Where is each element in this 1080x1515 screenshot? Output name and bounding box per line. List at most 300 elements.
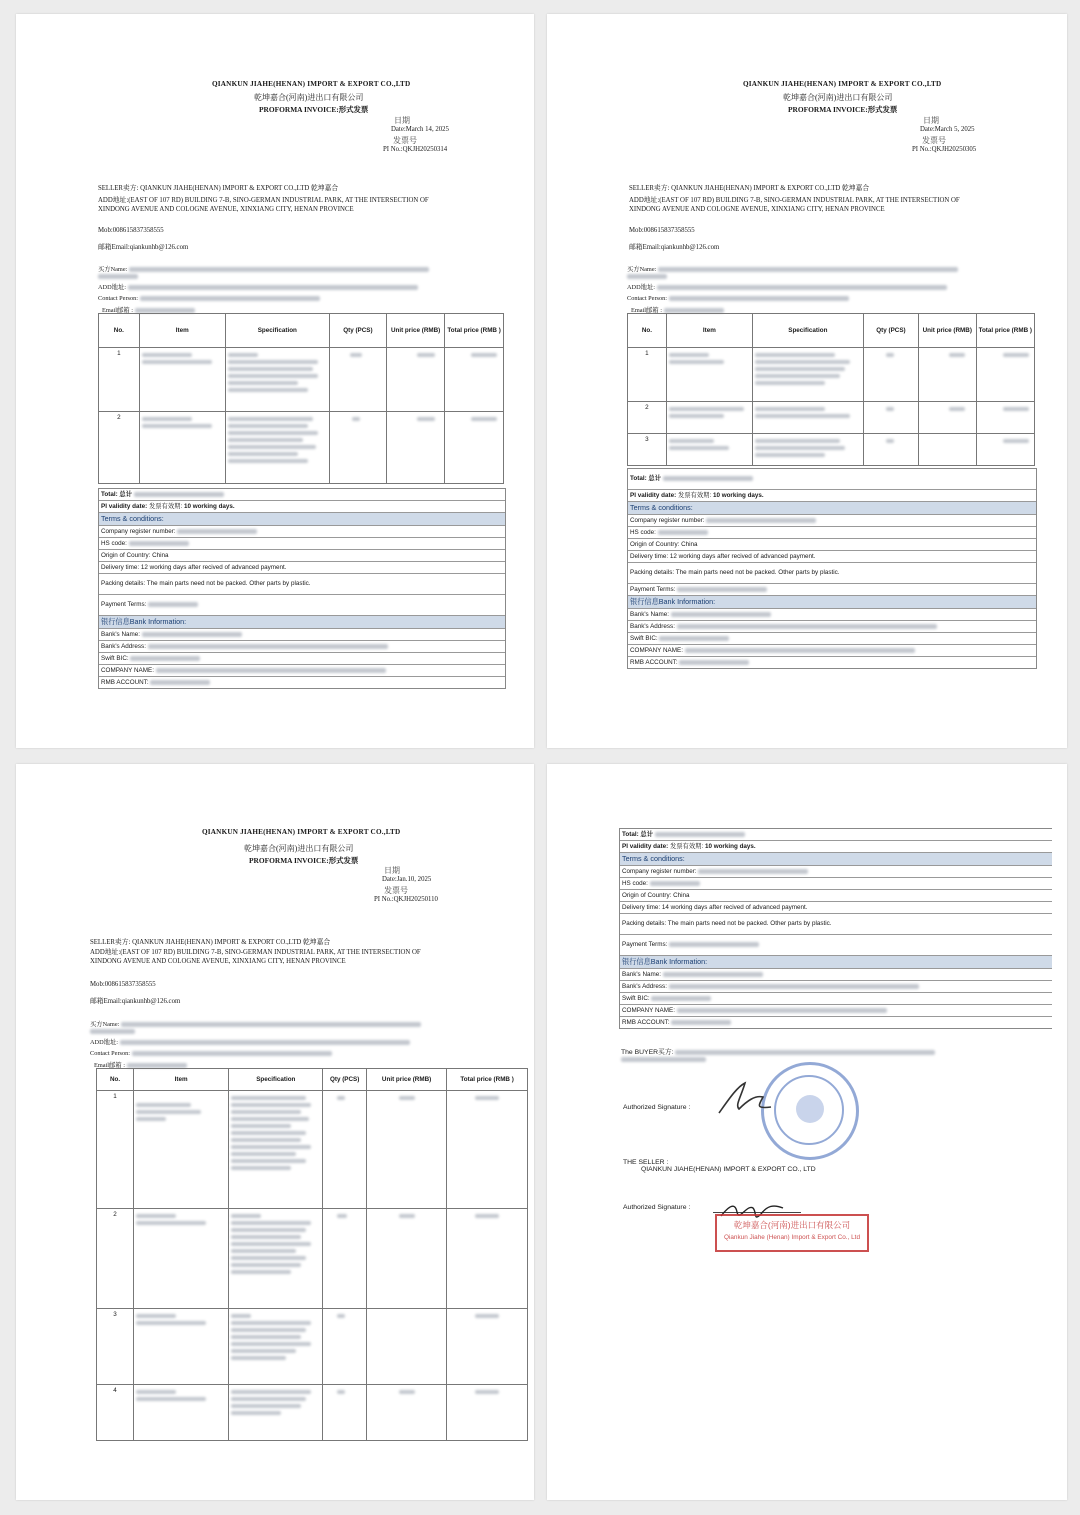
table-row bbox=[97, 1209, 528, 1309]
redacted bbox=[120, 1040, 410, 1045]
delivery-time: Delivery time: 12 working days after recived of advanced payment. bbox=[628, 551, 1036, 563]
redacted bbox=[136, 1103, 191, 1107]
table-row bbox=[97, 1385, 528, 1441]
seller-sign-name: QIANKUN JIAHE(HENAN) IMPORT & EXPORT CO., LTD bbox=[641, 1166, 816, 1173]
redacted bbox=[399, 1214, 415, 1218]
redacted bbox=[140, 296, 320, 301]
buyer-address-row bbox=[627, 282, 947, 291]
redacted bbox=[228, 424, 308, 428]
row-no: 1 bbox=[99, 348, 140, 412]
redacted bbox=[755, 381, 825, 385]
document-title: PROFORMA INVOICE:形式发票 bbox=[259, 105, 369, 114]
redacted bbox=[228, 388, 308, 392]
hs-code-label: HS code: bbox=[622, 880, 648, 887]
redacted bbox=[337, 1096, 345, 1100]
redacted bbox=[231, 1110, 301, 1114]
redacted bbox=[663, 476, 753, 481]
company-name-en: QIANKUN JIAHE(HENAN) IMPORT & EXPORT CO.,LTD bbox=[212, 80, 411, 88]
redacted bbox=[142, 353, 192, 357]
payment-label: Payment Terms: bbox=[630, 586, 676, 593]
redacted bbox=[677, 1008, 887, 1013]
date-cn-label: 日期 bbox=[384, 866, 400, 875]
redacted bbox=[142, 360, 212, 364]
col-no: No. bbox=[97, 1069, 134, 1091]
redacted bbox=[698, 869, 808, 874]
seller-address: ADD地址:(EAST OF 107 RD) BUILDING 7-B, SINO-GERMAN INDUSTRIAL PARK, AT THE INTERSECTION OF XINDONG AVENUE AND COLOGNE AVENUE, XINXIANG CITY, HENAN PROVINCE bbox=[98, 197, 429, 213]
redacted bbox=[228, 431, 318, 435]
redacted bbox=[231, 1096, 306, 1100]
redacted bbox=[755, 453, 825, 457]
table-row bbox=[628, 348, 1035, 402]
invoice-no-cn-label: 发票号 bbox=[922, 136, 946, 145]
table-row bbox=[99, 348, 504, 412]
buyer-label: 买方Name: bbox=[627, 266, 657, 273]
invoice-page-1 bbox=[16, 14, 534, 748]
packing-details: Packing details: The main parts need not be packed. Other parts by plastic. bbox=[99, 574, 505, 595]
company-name-label: COMPANY NAME: bbox=[101, 667, 154, 674]
payment-label: Payment Terms: bbox=[622, 941, 668, 948]
rmb-account-label: RMB ACCOUNT: bbox=[630, 659, 678, 666]
buyer-add-label: ADD地址: bbox=[98, 284, 126, 291]
buyer-add-label: ADD地址: bbox=[627, 284, 655, 291]
redacted bbox=[136, 1221, 206, 1225]
redacted bbox=[231, 1235, 301, 1239]
contact-label: Contact Person: bbox=[90, 1050, 131, 1057]
date-cn-label: 日期 bbox=[923, 116, 939, 125]
redacted bbox=[677, 587, 767, 592]
total-label: Total: 总计 bbox=[630, 475, 662, 482]
col-qty: Qty (PCS) bbox=[323, 1069, 367, 1091]
buyer-address-row bbox=[98, 282, 418, 291]
seller-email: 邮箱Email:qiankunhb@126.com bbox=[629, 244, 720, 251]
redacted bbox=[755, 439, 840, 443]
redacted bbox=[136, 1117, 166, 1121]
bank-header: 银行信息Bank Information: bbox=[99, 616, 505, 629]
redacted bbox=[706, 518, 816, 523]
company-name-cn: 乾坤嘉合(河南)进出口有限公司 bbox=[244, 844, 354, 853]
redacted bbox=[755, 374, 840, 378]
document-title: PROFORMA INVOICE:形式发票 bbox=[249, 856, 359, 865]
invoice-page-4 bbox=[547, 764, 1067, 1500]
row-no: 1 bbox=[97, 1091, 134, 1209]
redacted bbox=[669, 942, 759, 947]
redacted bbox=[886, 439, 894, 443]
redacted bbox=[156, 668, 386, 673]
redacted bbox=[471, 417, 497, 421]
company-name-en: QIANKUN JIAHE(HENAN) IMPORT & EXPORT CO.,LTD bbox=[743, 80, 942, 88]
redacted bbox=[121, 1022, 421, 1027]
redacted bbox=[657, 285, 947, 290]
terms-header: Terms & conditions: bbox=[628, 502, 1036, 515]
redacted bbox=[755, 414, 850, 418]
table-row bbox=[97, 1309, 528, 1385]
col-total: Total price (RMB ) bbox=[976, 314, 1034, 348]
invoice-date: Date:March 14, 2025 bbox=[391, 126, 449, 133]
redacted bbox=[129, 541, 189, 546]
company-name-cn: 乾坤嘉合(河南)进出口有限公司 bbox=[783, 93, 893, 102]
redacted bbox=[679, 660, 749, 665]
redacted bbox=[90, 1029, 135, 1034]
redacted bbox=[669, 984, 919, 989]
redacted bbox=[231, 1256, 306, 1260]
invoice-number: PI No.:QKJH20250110 bbox=[374, 896, 438, 903]
seller-email: 邮箱Email:qiankunhb@126.com bbox=[98, 244, 189, 251]
redacted bbox=[130, 656, 200, 661]
redacted bbox=[671, 612, 771, 617]
row-no: 1 bbox=[628, 348, 667, 402]
redacted bbox=[659, 636, 729, 641]
buyer-sign-row bbox=[621, 1046, 935, 1056]
redacted bbox=[399, 1390, 415, 1394]
col-spec: Specification bbox=[752, 314, 863, 348]
bank-address-label: Bank's Address: bbox=[622, 983, 667, 990]
email-label: Email邮箱 : bbox=[102, 307, 133, 314]
redacted bbox=[886, 353, 894, 357]
redacted bbox=[352, 417, 360, 421]
company-name-cn: 乾坤嘉合(河南)进出口有限公司 bbox=[254, 93, 364, 102]
contact-label: Contact Person: bbox=[627, 295, 668, 302]
redacted bbox=[228, 367, 313, 371]
terms-header: Terms & conditions: bbox=[620, 853, 1052, 866]
terms-block bbox=[627, 468, 1037, 669]
redacted bbox=[128, 285, 418, 290]
col-item: Item bbox=[134, 1069, 229, 1091]
validity-label: PI validity date: bbox=[630, 492, 677, 499]
buyer-seal-icon bbox=[761, 1062, 859, 1160]
redacted bbox=[671, 1020, 731, 1025]
redacted bbox=[136, 1110, 201, 1114]
table-row bbox=[628, 434, 1035, 466]
row-no: 3 bbox=[628, 434, 667, 466]
redacted bbox=[136, 1214, 176, 1218]
redacted bbox=[621, 1057, 706, 1062]
packing-details: Packing details: The main parts need not be packed. Other parts by plastic. bbox=[620, 914, 1052, 935]
redacted bbox=[669, 414, 724, 418]
redacted bbox=[886, 407, 894, 411]
table-row bbox=[99, 412, 504, 484]
redacted bbox=[337, 1390, 345, 1394]
redacted bbox=[231, 1221, 311, 1225]
col-unit: Unit price (RMB) bbox=[386, 314, 444, 348]
delivery-time: Delivery time: 14 working days after recived of advanced payment. bbox=[620, 902, 1052, 914]
buyer-sign-label: The BUYER买方: bbox=[621, 1049, 674, 1056]
redacted bbox=[677, 624, 937, 629]
redacted bbox=[231, 1124, 291, 1128]
redacted bbox=[663, 972, 763, 977]
redacted bbox=[669, 353, 709, 357]
redacted bbox=[132, 1051, 332, 1056]
buyer-label: 买方Name: bbox=[90, 1021, 120, 1028]
origin: Origin of Country: China bbox=[620, 890, 1052, 902]
buyer-authorized-label: Authorized Signature : bbox=[623, 1104, 691, 1111]
redacted bbox=[142, 417, 192, 421]
col-unit: Unit price (RMB) bbox=[366, 1069, 446, 1091]
redacted bbox=[231, 1335, 301, 1339]
redacted bbox=[136, 1390, 176, 1394]
redacted bbox=[658, 530, 708, 535]
invoice-page-2 bbox=[547, 14, 1067, 748]
validity-cn: 发票有效期: bbox=[677, 492, 712, 499]
redacted bbox=[231, 1249, 296, 1253]
redacted bbox=[231, 1159, 306, 1163]
redacted bbox=[136, 1314, 176, 1318]
invoice-number: PI No.:QKJH20250305 bbox=[912, 146, 977, 153]
buyer-name-row bbox=[627, 264, 958, 273]
bank-name-label: Bank's Name: bbox=[622, 971, 661, 978]
validity-label: PI validity date: bbox=[622, 843, 669, 850]
company-reg-label: Company register number: bbox=[101, 528, 176, 535]
redacted bbox=[658, 267, 958, 272]
redacted bbox=[417, 353, 435, 357]
validity-value: 10 working days. bbox=[704, 843, 756, 850]
redacted bbox=[148, 644, 388, 649]
redacted bbox=[231, 1342, 311, 1346]
stamp-cn: 乾坤嘉合(河南)进出口有限公司 bbox=[733, 1220, 851, 1230]
redacted bbox=[655, 832, 745, 837]
items-table bbox=[96, 1068, 528, 1441]
bank-address-label: Bank's Address: bbox=[101, 643, 146, 650]
origin: Origin of Country: China bbox=[628, 539, 1036, 551]
redacted bbox=[675, 1050, 935, 1055]
row-no: 3 bbox=[97, 1309, 134, 1385]
invoice-number: PI No.:QKJH20250314 bbox=[383, 146, 448, 153]
redacted bbox=[148, 602, 198, 607]
swift-label: Swift BIC: bbox=[630, 635, 658, 642]
invoice-no-cn-label: 发票号 bbox=[384, 886, 408, 895]
validity-cn: 发票有效期: bbox=[148, 503, 183, 510]
redacted bbox=[150, 680, 210, 685]
redacted bbox=[231, 1314, 251, 1318]
redacted bbox=[231, 1404, 301, 1408]
bank-name-label: Bank's Name: bbox=[630, 611, 669, 618]
redacted bbox=[669, 360, 724, 364]
redacted bbox=[228, 381, 298, 385]
redacted bbox=[228, 459, 308, 463]
contact-label: Contact Person: bbox=[98, 295, 139, 302]
redacted bbox=[228, 452, 298, 456]
company-name-en: QIANKUN JIAHE(HENAN) IMPORT & EXPORT CO.,LTD bbox=[202, 828, 401, 836]
col-qty: Qty (PCS) bbox=[863, 314, 918, 348]
redacted bbox=[949, 407, 965, 411]
redacted bbox=[228, 374, 318, 378]
row-no: 2 bbox=[97, 1209, 134, 1309]
validity-value: 10 working days. bbox=[712, 492, 764, 499]
company-name-label: COMPANY NAME: bbox=[630, 647, 683, 654]
redacted bbox=[669, 439, 714, 443]
redacted bbox=[475, 1390, 499, 1394]
redacted bbox=[949, 353, 965, 357]
redacted bbox=[231, 1390, 311, 1394]
invoice-date: Date:Jan.10, 2025 bbox=[382, 876, 432, 883]
redacted bbox=[134, 492, 224, 497]
redacted bbox=[231, 1356, 286, 1360]
redacted bbox=[231, 1117, 309, 1121]
company-stamp-icon bbox=[715, 1214, 869, 1252]
swift-label: Swift BIC: bbox=[622, 995, 650, 1002]
items-table bbox=[98, 313, 504, 484]
date-cn-label: 日期 bbox=[394, 116, 410, 125]
total-label: Total: 总计 bbox=[101, 491, 133, 498]
redacted bbox=[1003, 439, 1029, 443]
redacted bbox=[231, 1328, 306, 1332]
rmb-account-label: RMB ACCOUNT: bbox=[622, 1019, 670, 1026]
stamp-en: Qiankun Jiahe (Henan) Import & Export Co., Ltd bbox=[723, 1234, 861, 1241]
seller-mob: Mob:008615837358555 bbox=[629, 227, 695, 234]
redacted bbox=[755, 360, 850, 364]
document-title: PROFORMA INVOICE:形式发票 bbox=[788, 105, 898, 114]
contact-row bbox=[98, 295, 320, 302]
redacted bbox=[136, 1397, 206, 1401]
redacted bbox=[231, 1270, 291, 1274]
redacted bbox=[231, 1152, 296, 1156]
seller-sign-label: THE SELLER : bbox=[623, 1159, 669, 1166]
invoice-no-cn-label: 发票号 bbox=[393, 136, 417, 145]
terms-header: Terms & conditions: bbox=[99, 513, 505, 526]
seller-mob: Mob:008615837358555 bbox=[90, 981, 156, 988]
terms-block bbox=[98, 488, 506, 689]
redacted bbox=[231, 1131, 306, 1135]
redacted bbox=[231, 1138, 301, 1142]
redacted bbox=[669, 407, 744, 411]
redacted bbox=[475, 1314, 499, 1318]
redacted bbox=[129, 267, 429, 272]
seller-line: SELLER卖方: QIANKUN JIAHE(HENAN) IMPORT & EXPORT CO.,LTD 乾坤嘉合 bbox=[98, 185, 339, 192]
seller-authorized-label: Authorized Signature : bbox=[623, 1204, 691, 1211]
redacted bbox=[755, 407, 825, 411]
validity-value: 10 working days. bbox=[183, 503, 235, 510]
redacted bbox=[142, 632, 242, 637]
validity-cn: 发票有效期: bbox=[669, 843, 704, 850]
redacted bbox=[228, 360, 318, 364]
buyer-name-row bbox=[90, 1019, 421, 1028]
redacted bbox=[755, 446, 845, 450]
redacted bbox=[231, 1397, 306, 1401]
contact-row bbox=[627, 295, 849, 302]
redacted bbox=[1003, 407, 1029, 411]
delivery-time: Delivery time: 12 working days after recived of advanced payment. bbox=[99, 562, 505, 574]
buyer-label: 买方Name: bbox=[98, 266, 128, 273]
email-label: Email邮箱 : bbox=[631, 307, 662, 314]
company-reg-label: Company register number: bbox=[622, 868, 697, 875]
email-label: Email邮箱 : bbox=[94, 1062, 125, 1069]
redacted bbox=[755, 353, 835, 357]
row-no: 4 bbox=[97, 1385, 134, 1441]
col-unit: Unit price (RMB) bbox=[919, 314, 977, 348]
redacted bbox=[475, 1096, 499, 1100]
redacted bbox=[1003, 353, 1029, 357]
redacted bbox=[755, 367, 845, 371]
row-no: 2 bbox=[628, 402, 667, 434]
seller-email: 邮箱Email:qiankunhb@126.com bbox=[90, 998, 181, 1005]
redacted bbox=[650, 881, 700, 886]
buyer-add-label: ADD地址: bbox=[90, 1039, 118, 1046]
invoice-page-3 bbox=[16, 764, 534, 1500]
seller-line: SELLER卖方: QIANKUN JIAHE(HENAN) IMPORT & EXPORT CO.,LTD 乾坤嘉合 bbox=[90, 939, 331, 946]
redacted bbox=[475, 1214, 499, 1218]
seller-mob: Mob:008615837358555 bbox=[98, 227, 164, 234]
redacted bbox=[337, 1214, 347, 1218]
redacted bbox=[669, 446, 729, 450]
redacted bbox=[685, 648, 915, 653]
hs-code-label: HS code: bbox=[101, 540, 127, 547]
company-reg-label: Company register number: bbox=[630, 517, 705, 524]
terms-block bbox=[619, 828, 1052, 1029]
redacted bbox=[417, 417, 435, 421]
col-no: No. bbox=[99, 314, 140, 348]
bank-name-label: Bank's Name: bbox=[101, 631, 140, 638]
redacted bbox=[231, 1214, 261, 1218]
col-no: No. bbox=[628, 314, 667, 348]
redacted bbox=[142, 424, 212, 428]
redacted bbox=[231, 1321, 311, 1325]
redacted bbox=[399, 1096, 415, 1100]
redacted bbox=[231, 1103, 311, 1107]
col-item: Item bbox=[666, 314, 752, 348]
invoice-date: Date:March 5, 2025 bbox=[920, 126, 975, 133]
redacted bbox=[231, 1145, 311, 1149]
table-row bbox=[97, 1091, 528, 1209]
total-label: Total: 总计 bbox=[622, 831, 654, 838]
col-spec: Specification bbox=[225, 314, 329, 348]
redacted bbox=[228, 417, 313, 421]
redacted bbox=[228, 438, 303, 442]
redacted bbox=[651, 996, 711, 1001]
redacted bbox=[669, 296, 849, 301]
origin: Origin of Country: China bbox=[99, 550, 505, 562]
redacted bbox=[350, 353, 362, 357]
seller-address: ADD地址:(EAST OF 107 RD) BUILDING 7-B, SINO-GERMAN INDUSTRIAL PARK, AT THE INTERSECTION OF XINDONG AVENUE AND COLOGNE AVENUE, XINXIANG CITY, HENAN PROVINCE bbox=[629, 197, 960, 213]
redacted bbox=[231, 1411, 281, 1415]
bank-header: 银行信息Bank Information: bbox=[620, 956, 1052, 969]
row-no: 2 bbox=[99, 412, 140, 484]
redacted bbox=[231, 1166, 291, 1170]
bank-header: 银行信息Bank Information: bbox=[628, 596, 1036, 609]
hs-code-label: HS code: bbox=[630, 529, 656, 536]
buyer-name-row bbox=[98, 264, 429, 273]
company-name-label: COMPANY NAME: bbox=[622, 1007, 675, 1014]
packing-details: Packing details: The main parts need not be packed. Other parts by plastic. bbox=[628, 563, 1036, 584]
bank-address-label: Bank's Address: bbox=[630, 623, 675, 630]
swift-label: Swift BIC: bbox=[101, 655, 129, 662]
redacted bbox=[471, 353, 497, 357]
redacted bbox=[231, 1228, 306, 1232]
redacted bbox=[231, 1263, 301, 1267]
buyer-address-row bbox=[90, 1037, 410, 1046]
redacted bbox=[231, 1349, 296, 1353]
payment-label: Payment Terms: bbox=[101, 601, 147, 608]
seller-address: ADD地址:(EAST OF 107 RD) BUILDING 7-B, SINO-GERMAN INDUSTRIAL PARK, AT THE INTERSECTION OF XINDONG AVENUE AND COLOGNE AVENUE, XINXIANG CITY, HENAN PROVINCE bbox=[90, 949, 421, 965]
items-table bbox=[627, 313, 1035, 466]
redacted bbox=[228, 353, 258, 357]
col-qty: Qty (PCS) bbox=[329, 314, 386, 348]
redacted bbox=[627, 274, 667, 279]
seller-line: SELLER卖方: QIANKUN JIAHE(HENAN) IMPORT & EXPORT CO.,LTD 乾坤嘉合 bbox=[629, 185, 870, 192]
redacted bbox=[177, 529, 257, 534]
redacted bbox=[337, 1314, 345, 1318]
table-row bbox=[628, 402, 1035, 434]
col-item: Item bbox=[139, 314, 225, 348]
redacted bbox=[136, 1321, 206, 1325]
rmb-account-label: RMB ACCOUNT: bbox=[101, 679, 149, 686]
col-total: Total price (RMB ) bbox=[445, 314, 504, 348]
validity-label: PI validity date: bbox=[101, 503, 148, 510]
col-spec: Specification bbox=[229, 1069, 323, 1091]
contact-row bbox=[90, 1050, 332, 1057]
redacted bbox=[231, 1242, 311, 1246]
redacted bbox=[98, 274, 138, 279]
redacted bbox=[228, 445, 316, 449]
buyer-signature-icon bbox=[715, 1079, 775, 1119]
